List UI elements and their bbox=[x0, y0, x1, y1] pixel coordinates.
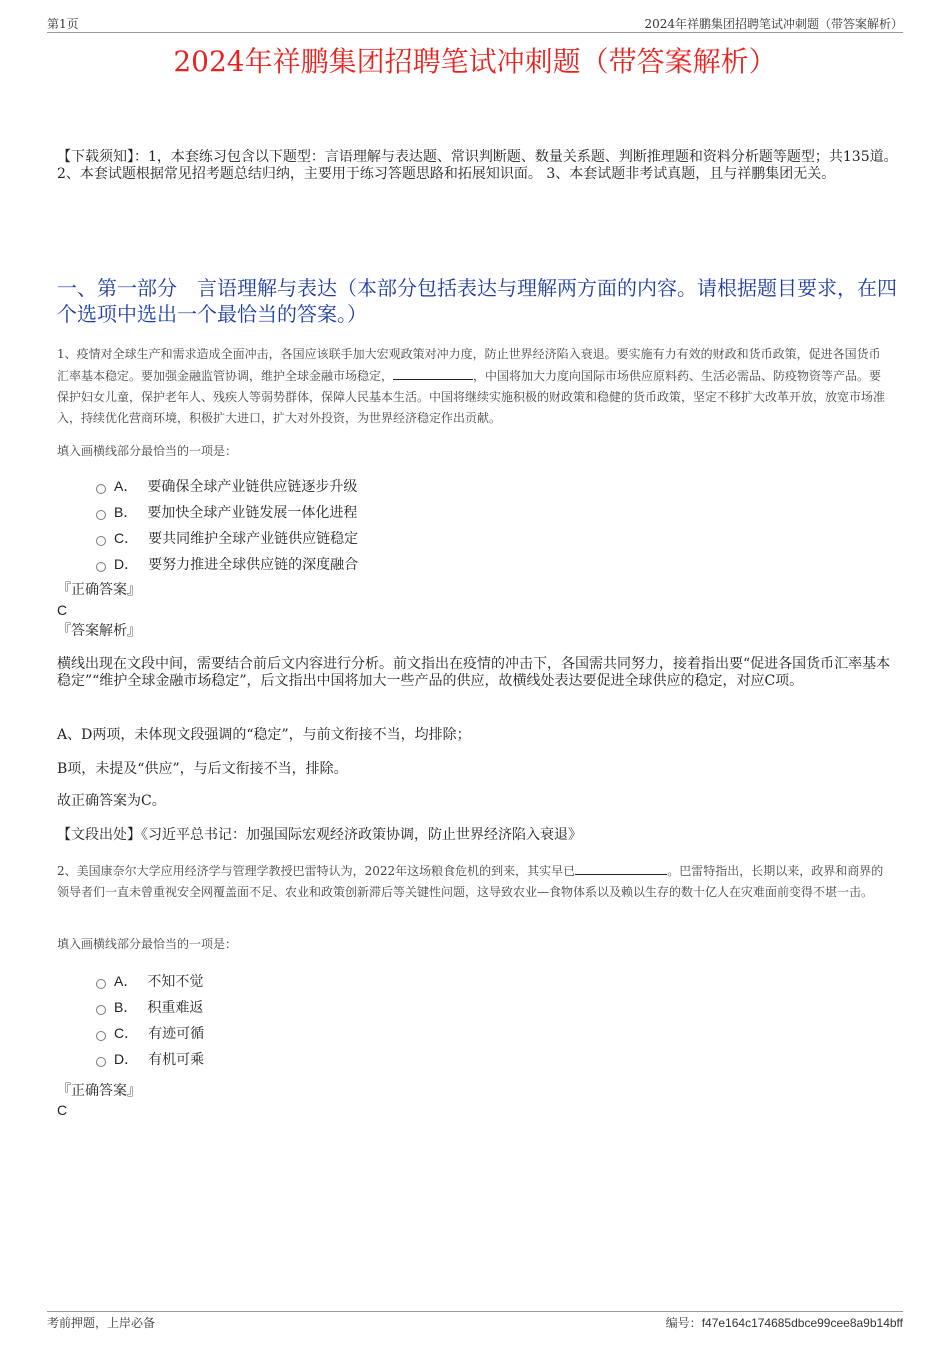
page-footer bbox=[47, 1311, 903, 1332]
question-1-source: 【文段出处】《习近平总书记：加强国际宏观经济政策协调，防止世界经济陷入衰退》 bbox=[57, 827, 582, 843]
question-1-stem-after: ，中国将加大力度向国际市场供应原料药、生活必需品、防疫物资等产品。要保护妇女儿童，保护老年人、残疾人等弱势群体，保障人民基本生活。中国将继续实施积极的财政策和稳健的货币政策，坚定不移扩大改革开放，放宽市场准入，持续优化营商环境，积极扩大进口，扩大对外投资，为世界经济稳定作出贡献。 bbox=[57, 369, 886, 425]
footer-code-label: 编号： bbox=[665, 1316, 702, 1330]
question-2-answer-label: 『正确答案』 bbox=[57, 1083, 141, 1099]
question-2-option-c[interactable]: C． 有迹可循 bbox=[96, 1020, 204, 1046]
question-2-option-b[interactable]: B． 积重难返 bbox=[96, 994, 204, 1020]
question-2-stem bbox=[57, 860, 889, 903]
question-1-blank bbox=[393, 365, 473, 380]
section-heading: 一、第一部分 言语理解与表达（本部分包括表达与理解两方面的内容。请根据题目要求，在四个选项中选出一个最恰当的答案。） bbox=[57, 276, 897, 326]
question-1-option-c[interactable]: C． 要共同维护全球产业链供应链稳定 bbox=[96, 525, 358, 551]
question-1-analysis-para-3: B项，未提及“供应”，与后文衔接不当，排除。 bbox=[57, 761, 348, 777]
page-header bbox=[47, 16, 903, 33]
question-2-stem-before: 2、美国康奈尔大学应用经济学与管理学教授巴雷特认为，2022年这场粮食危机的到来，其实早已 bbox=[57, 864, 576, 878]
radio-icon[interactable] bbox=[96, 484, 106, 494]
question-2-answer: C bbox=[57, 1102, 68, 1118]
question-2-prompt: 填入画横线部分最恰当的一项是： bbox=[57, 937, 238, 951]
download-notice: 【下载须知】：1，本套练习包含以下题型：言语理解与表达题、常识判断题、数量关系题、判断推理题和资料分析题等题型；共135道。 2、本套试题根据常见招考题总结归纳，主要用于练习答题思路和拓展知识面。 3、本套试题非考试真题，且与祥鹏集团无关。 bbox=[57, 149, 898, 182]
question-1-answer-label: 『正确答案』 bbox=[57, 582, 141, 598]
radio-icon[interactable] bbox=[96, 562, 106, 572]
question-2-stem-after: 。巴雷特指出，长期以来，政界和商界的领导者们一直未曾重视安全网覆盖面不足、农业和政策创新滞后等关键性问题，这导致农业—食物体系以及赖以生存的数十亿人在灾难面前变得不堪一击。 bbox=[57, 864, 884, 899]
radio-icon[interactable] bbox=[96, 1031, 106, 1041]
question-2-option-a[interactable]: A． 不知不觉 bbox=[96, 968, 204, 994]
footer-code-value: f47e164c174685dbce99cee8a9b14bff bbox=[701, 1316, 903, 1330]
question-1-analysis-para-2: A、D两项，未体现文段强调的“稳定”，与前文衔接不当，均排除； bbox=[57, 727, 471, 743]
question-2-blank bbox=[575, 860, 667, 875]
question-1-stem-before: 1、疫情对全球生产和需求造成全面冲击，各国应该联手加大宏观政策对冲力度，防止世界经济陷入衰退。要实施有力有效的财政和货币政策，促进各国货币汇率基本稳定。要加强金融监管协调，维护全球金融市场稳定， bbox=[57, 347, 881, 383]
question-1-analysis-para-4: 故正确答案为C。 bbox=[57, 793, 166, 809]
header-doc-name: 2024年祥鹏集团招聘笔试冲刺题（带答案解析） bbox=[644, 17, 903, 31]
radio-icon[interactable] bbox=[96, 1057, 106, 1067]
question-1-answer: C bbox=[57, 602, 68, 618]
question-1-analysis-label: 『答案解析』 bbox=[57, 623, 141, 639]
radio-icon[interactable] bbox=[96, 536, 106, 546]
footer-code bbox=[666, 1314, 903, 1332]
page-title: 2024年祥鹏集团招聘笔试冲刺题（带答案解析） bbox=[173, 45, 777, 78]
question-1-prompt: 填入画横线部分最恰当的一项是： bbox=[57, 444, 238, 458]
question-1-option-a[interactable]: A． 要确保全球产业链供应链逐步升级 bbox=[96, 473, 358, 499]
question-2-options bbox=[96, 968, 204, 1072]
radio-icon[interactable] bbox=[96, 1005, 106, 1015]
question-1-stem bbox=[57, 344, 889, 429]
question-1-option-b[interactable]: B． 要加快全球产业链发展一体化进程 bbox=[96, 499, 358, 525]
radio-icon[interactable] bbox=[96, 979, 106, 989]
question-1-options bbox=[96, 473, 358, 577]
question-2-option-d[interactable]: D． 有机可乘 bbox=[96, 1046, 204, 1072]
page-number: 第1页 bbox=[47, 17, 79, 31]
question-1-option-d[interactable]: D． 要努力推进全球供应链的深度融合 bbox=[96, 551, 358, 577]
question-1-analysis-para-1: 横线出现在文段中间，需要结合前后文内容进行分析。前文指出在疫情的冲击下，各国需共同努力，接着指出要“促进各国货币汇率基本稳定”“维护全球金融市场稳定”，后文指出中国将加大一些产品的供应，故横线处表达要促进全球供应的稳定，对应C项。 bbox=[57, 656, 891, 689]
radio-icon[interactable] bbox=[96, 510, 106, 520]
footer-slogan: 考前押题，上岸必备 bbox=[47, 1316, 156, 1330]
